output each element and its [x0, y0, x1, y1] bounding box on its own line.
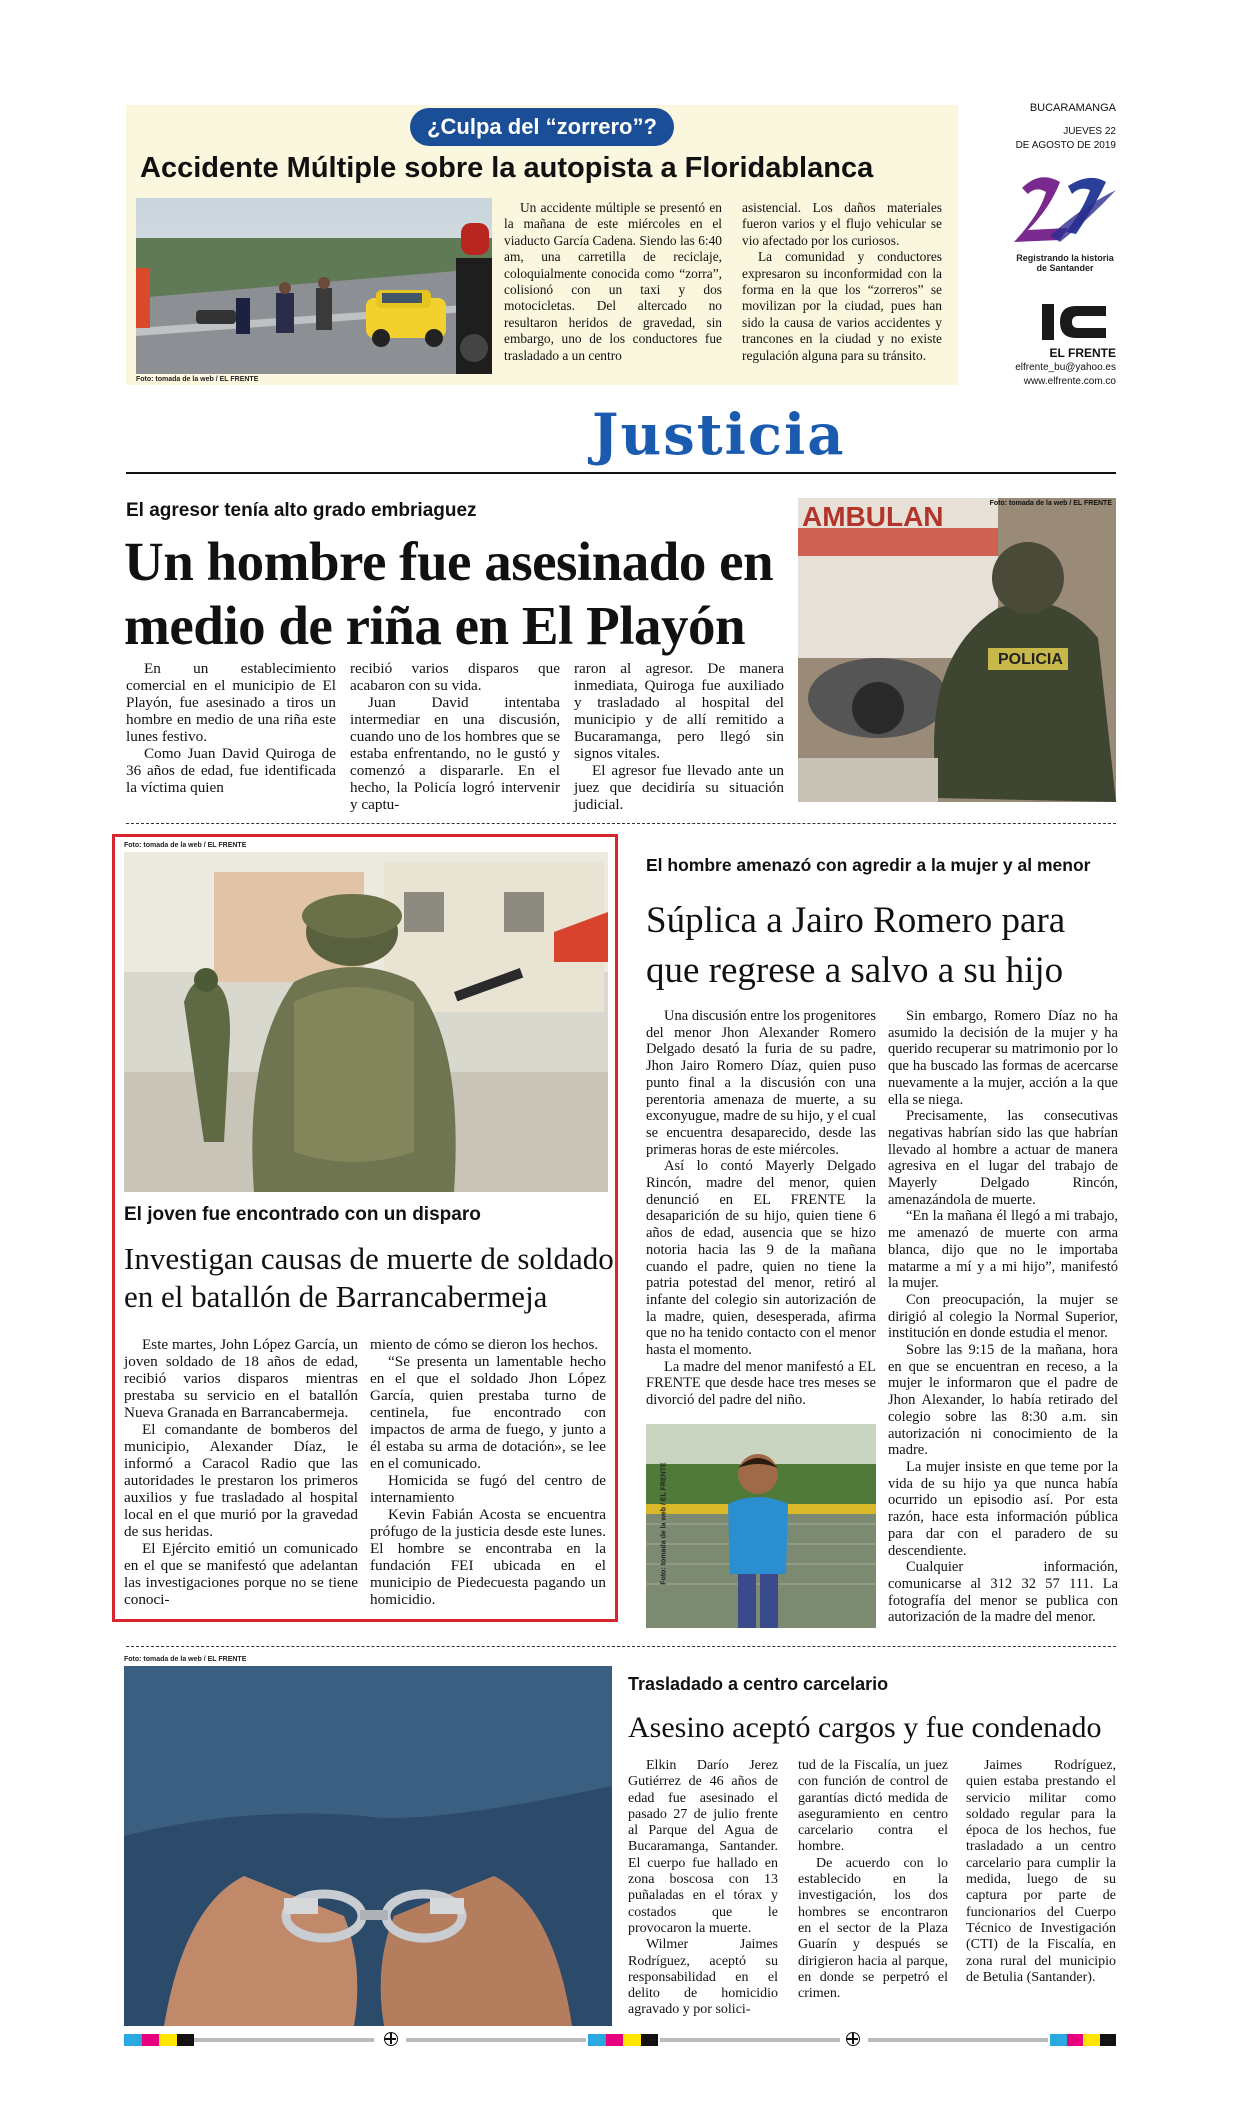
romero-paragraph: Con preocupación, la mujer se dirigió al colegio la Normal Superior, institución en donde estudia el menor.: [888, 1291, 1118, 1342]
playon-photo: [798, 498, 1116, 802]
asesino-paragraph: tud de la Fiscalía, un juez con función de control de garantías dictó medida de aseguramiento en centro carcelario contra el hombre.: [798, 1758, 948, 1855]
gray-bar: [406, 2038, 586, 2042]
asesino-headline: Asesino aceptó cargos y fue condenado: [628, 1711, 1102, 1744]
divider: [126, 823, 1116, 824]
accident-text-col-2: [742, 200, 942, 364]
romero-col-1: [646, 1008, 876, 1409]
soldier-paragraph: miento de cómo se dieron los hechos.: [370, 1336, 599, 1353]
register-mark-icon: [846, 2032, 860, 2046]
playon-paragraph: recibió varios disparos que acabaron con su vida.: [350, 660, 560, 694]
playon-col-2: [350, 660, 560, 813]
soldier-headline: Investigan causas de muerte de soldado en el batallón de Barrancabermeja: [124, 1241, 614, 1314]
soldier-photo-credit: Foto: tomada de la web / EL FRENTE: [124, 842, 247, 849]
soldier-paragraph: Este martes, John López García, un joven soldado de 18 años de edad, recibió varios disparos mientras prestaba su servicio en el batallón Nueva Granada en Barrancabermeja.: [124, 1336, 358, 1421]
romero-paragraph: Así lo contó Mayerly Delgado Rincón, madre del menor, quien denunció en EL FRENTE la desaparición de su hijo, quien tiene 6 años de edad, ausencia que se hizo notoria hacia las 9 de la mañana cuando el padre, quien no tiene la patria potestad del menor, retiró al infante del colegio sin autorización de la madre, quien, desesperada, afirma que no ha tenido contacto con el menor hasta el momento.: [646, 1158, 876, 1359]
asesino-paragraph: De acuerdo con lo establecido en la investigación, los dos hombres se encontraron en el sector de la Plaza Guarín y después se dirigieron hacia al parque, en donde se perpetró el crimen.: [798, 1855, 948, 2002]
romero-paragraph: Cualquier información, comunicarse al 312 32 57 111. La fotografía del menor se publica con autorización de la madre del menor.: [888, 1559, 1118, 1626]
romero-kicker: El hombre amenazó con agredir a la mujer y al menor: [646, 855, 1091, 875]
romero-paragraph: La madre del menor manifestó a EL FRENTE que desde hace tres meses se divorció del padre del niño.: [646, 1358, 876, 1409]
color-registration-bar-center: [588, 2034, 658, 2046]
divider: [126, 1646, 1116, 1647]
playon-col-1: [126, 660, 336, 796]
anniversary-tagline: Registrando la historia de Santander: [1016, 253, 1114, 273]
masthead-email: elfrente_bu@yahoo.es: [1015, 362, 1116, 373]
masthead-web: www.elfrente.com.co: [1023, 376, 1116, 387]
soldier-paragraph: El comandante de bomberos del municipio, Alexander Díaz, le informó a Caracol Radio que las autoridades le prestaron los primeros auxilios y fue trasladado al hospital local en el que murió por la gravedad de sus heridas.: [124, 1421, 358, 1540]
section-rule: [126, 472, 1116, 474]
romero-paragraph: “En la mañana él llegó a mi trabajo, me amenazó de muerte con arma blanca, dijo que no le importaba matarme a mí y a mi hijo”, manifestó la mujer.: [888, 1208, 1118, 1292]
section-title: Justicia: [592, 402, 846, 468]
asesino-photo: [124, 1666, 612, 2026]
asesino-col-3: [966, 1758, 1116, 1986]
masthead-city: BUCARAMANGA: [1029, 102, 1116, 114]
accident-paragraph: Un accidente múltiple se presentó en la mañana de este miércoles en el viaducto García Cadena. Siendo las 6:40 am, una carretilla de reciclaje, coloquialmente conocida como “zorra”, colisionó con un taxi y dos motocicletas. Del altercado no resultaron heridos de gravedad, sin embargo, uno de los conductores fue trasladado a un centro: [504, 200, 722, 363]
gray-bar: [660, 2038, 840, 2042]
soldier-paragraph: El Ejército emitió un comunicado en el que se manifestó que adelantan las investigaciones porque no se tiene conoci-: [124, 1540, 358, 1608]
color-registration-bar-right: [1050, 2034, 1116, 2046]
asesino-photo-credit: Foto: tomada de la web / EL FRENTE: [124, 1656, 247, 1663]
playon-headline: Un hombre fue asesinado en medio de riña en El Playón: [124, 531, 774, 656]
soldier-paragraph: Kevin Fabián Acosta se encuentra prófugo de la justicia desde este lunes. El hombre se encontraba en la fundación FEI ubicada en el municipio de Piedecuesta pagando un homicidio.: [370, 1506, 606, 1608]
color-registration-bar-left: [124, 2034, 194, 2046]
accident-text-col-1: [504, 200, 722, 364]
brand-logo: [1040, 300, 1120, 344]
playon-col-3: [574, 660, 784, 813]
playon-photo-text-2: POLICIA: [998, 651, 1063, 668]
accident-photo-credit: Foto: tomada de la web / EL FRENTE: [136, 376, 259, 383]
playon-paragraph: El agresor fue llevado ante un juez que decidiría su situación judicial.: [574, 762, 784, 813]
soldier-kicker: El joven fue encontrado con un disparo: [124, 1204, 481, 1225]
romero-paragraph: Una discusión entre los progenitores del menor Jhon Alexander Romero Delgado desató la furia de su padre, Jhon Jairo Romero Díaz, quien puso punto final a la discusión con una perentoria amenaza de muerte, a su exconyugue, madre de su hijo, y el cual se encuentra desaparecido, desde las primeras horas de este miércoles.: [646, 1008, 876, 1158]
anniversary-logo: [1010, 168, 1120, 272]
gray-bar: [194, 2038, 374, 2042]
masthead-day: JUEVES 22: [1063, 126, 1116, 137]
romero-child-photo: [646, 1424, 876, 1628]
accident-pill-label: ¿Culpa del “zorrero”?: [410, 108, 674, 146]
register-mark-icon: [384, 2032, 398, 2046]
soldier-subhead: Homicida se fugó del centro de internamiento: [370, 1472, 606, 1506]
masthead-date: DE AGOSTO DE 2019: [1015, 140, 1116, 151]
playon-paragraph: En un establecimiento comercial en el municipio de El Playón, fue asesinado a tiros un hombre en medio de una riña este lunes festivo.: [126, 660, 336, 745]
asesino-col-2: [798, 1758, 948, 2002]
romero-col-2: [888, 1008, 1118, 1626]
soldier-photo: [124, 852, 608, 1192]
soldier-paragraph: “Se presenta un lamentable hecho en el que el soldado Jhon López García, quien prestaba turno de centinela, fue encontrado con impactos de arma de fuego, y junto a él estaba su arma de dotación», se lee en el comunicado.: [370, 1353, 606, 1472]
romero-paragraph: La mujer insiste en que teme por la vida de su hijo ya que nunca había ocurrido un episodio así. Por esta razón, hace esta información pública para dar con el paradero de su descendiente.: [888, 1458, 1118, 1559]
accident-paragraph: asistencial. Los daños materiales fueron varios y el flujo vehicular se vio afectado por los curiosos.: [742, 200, 942, 248]
brand-name: EL FRENTE: [1049, 346, 1116, 360]
romero-paragraph: Sobre las 9:15 de la mañana, hora en que se encuentran en receso, a la mujer le informaron que el padre de Jhon Alexander, lo había retirado del colegio sobre las 8:30 a.m. sin autorización ni conocimiento de la madre.: [888, 1342, 1118, 1459]
romero-headline: Súplica a Jairo Romero para que regrese a salvo a su hijo: [646, 900, 1066, 991]
playon-paragraph: raron al agresor. De manera inmediata, Quiroga fue auxiliado y trasladado al hospital del municipio y de allí remitido a Bucaramanga, pero llegó sin signos vitales.: [574, 660, 784, 762]
asesino-paragraph: Wilmer Jaimes Rodríguez, aceptó su responsabilidad en el delito de homicidio agravado y por solici-: [628, 1937, 778, 2018]
romero-photo-credit: Foto: tomada de la web / EL FRENTE: [660, 1462, 668, 1585]
romero-paragraph: Precisamente, las consecutivas negativas habrían sido las que habrían llevado al hombre a actuar de manera agresiva en el lugar del trabajo de Mayerly Delgado Rincón, amenazándola de muerte.: [888, 1108, 1118, 1208]
asesino-col-1: [628, 1758, 778, 2019]
asesino-paragraph: Elkin Darío Jerez Gutiérrez de 46 años de edad fue asesinado el pasado 27 de julio frente al Parque del Agua de Bucaramanga, Santander. El cuerpo fue hallado en zona boscosa con 13 puñaladas en el tórax y costados que le provocaron la muerte.: [628, 1758, 778, 1936]
accident-headline: Accidente Múltiple sobre la autopista a Floridablanca: [140, 152, 874, 184]
accident-paragraph: La comunidad y conductores expresaron su inconformidad con la forma en la que los “zorreros” se movilizan por la ciudad, pues han sido la causa de varios accidentes y trancones en la ciudad y no existe regulación alguna para su tránsito.: [742, 249, 942, 363]
romero-paragraph: Sin embargo, Romero Díaz no ha asumido la decisión de la mujer y ha querido recuperar su matrimonio por lo que ha buscado las formas de acercarse nuevamente a la mujer, acción a la que ella se niega.: [888, 1008, 1118, 1108]
playon-kicker: El agresor tenía alto grado embriaguez: [126, 500, 477, 521]
gray-bar: [868, 2038, 1048, 2042]
playon-photo-text-1: AMBULAN: [802, 501, 944, 532]
playon-paragraph: Como Juan David Quiroga de 36 años de edad, fue identificada la víctima quien: [126, 745, 336, 796]
playon-paragraph: Juan David intentaba intermediar en una discusión, cuando uno de los hombres que se estaba enfrentando, no le gustó y comenzó a dispararle. En el hecho, la Policía logró intervenir y captu-: [350, 694, 560, 813]
asesino-kicker: Trasladado a centro carcelario: [628, 1674, 889, 1694]
soldier-col-2: [370, 1336, 606, 1608]
soldier-col-1: [124, 1336, 358, 1608]
accident-photo: [136, 198, 492, 374]
playon-photo-credit: Foto: tomada de la web / EL FRENTE: [989, 500, 1112, 507]
asesino-paragraph: Jaimes Rodríguez, quien estaba prestando el servicio militar como soldado regular para la época de los hechos, fue trasladado a un centro carcelario para cumplir la medida, luego de su captura por parte de funcionarios del Cuerpo Técnico de Investigación (CTI) de la Fiscalía, en zona rural del municipio de Betulia (Santander).: [966, 1758, 1116, 1985]
